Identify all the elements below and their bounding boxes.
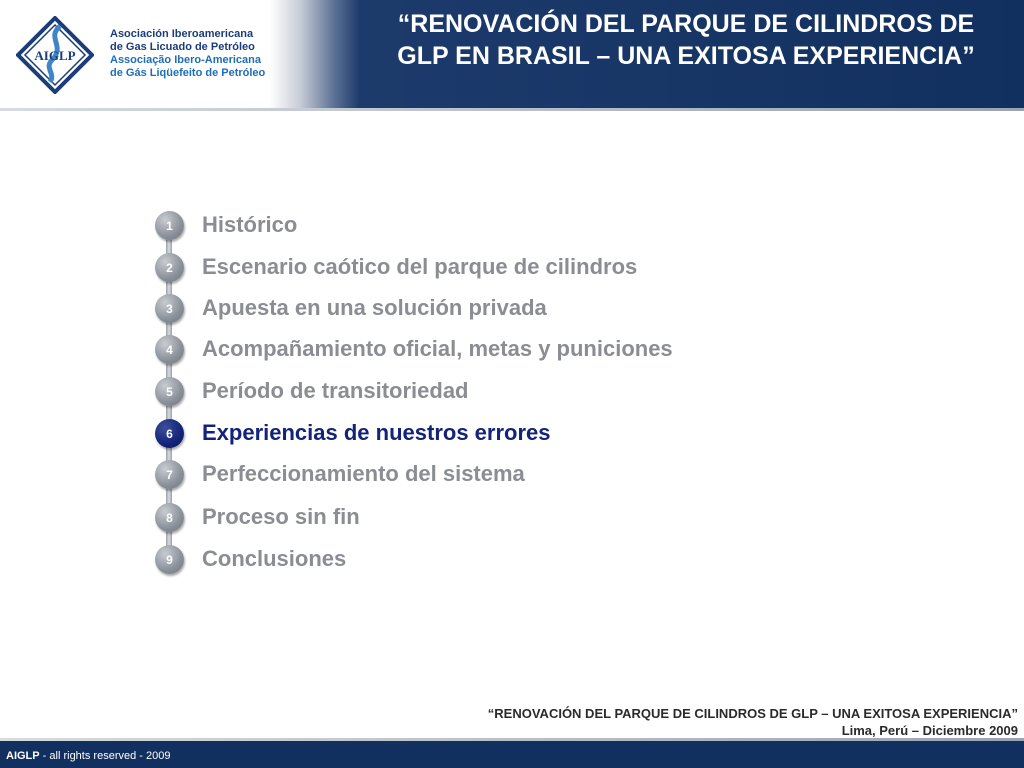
- agenda-item-6-active[interactable]: [153, 417, 853, 451]
- slide-title-line2: GLP EN BRASIL – UNA EXITOSA EXPERIENCIA”: [397, 42, 975, 70]
- agenda-item-3[interactable]: [153, 292, 853, 326]
- logo-pt-line1: Associação Ibero-Americana: [110, 54, 262, 66]
- agenda-item-7[interactable]: [153, 458, 853, 492]
- footer-copyright: [6, 750, 170, 762]
- agenda-number-badge-active: 6: [155, 419, 184, 448]
- agenda-item-1[interactable]: [153, 209, 853, 243]
- agenda-number-badge: 9: [155, 545, 184, 574]
- agenda-item-8[interactable]: [153, 501, 853, 535]
- agenda-number-badge: 8: [155, 503, 184, 532]
- logo-text: [110, 28, 265, 80]
- aiglp-logo-mark: [16, 16, 94, 94]
- logo-pt-line2: de Gás Liqüefeito de Petróleo: [110, 67, 266, 79]
- agenda-list: [153, 207, 853, 582]
- footer-rights: - all rights reserved - 2009: [39, 750, 171, 762]
- agenda-item-label: Perfeccionamiento del sistema: [202, 461, 525, 486]
- footer-presentation-info: [488, 705, 1018, 739]
- footer-title: “RENOVACIÓN DEL PARQUE DE CILINDROS DE GLP – UNA EXITOSA EXPERIENCIA”: [487, 706, 1018, 721]
- agenda-number-badge: 2: [155, 253, 184, 282]
- agenda-number-badge: 5: [155, 377, 184, 406]
- agenda-item-4[interactable]: [153, 333, 853, 367]
- slide-title: [352, 8, 1020, 72]
- agenda-item-label: Apuesta en una solución privada: [202, 295, 547, 320]
- header-band: [0, 0, 1024, 108]
- agenda-number-badge: 7: [155, 460, 184, 489]
- agenda-item-label: Período de transitoriedad: [202, 378, 469, 403]
- footer-brand: AIGLP: [6, 750, 40, 762]
- agenda-item-2[interactable]: [153, 251, 853, 285]
- logo-es-line1: Asociación Iberoamericana: [110, 28, 254, 40]
- header-divider: [0, 108, 1024, 111]
- agenda-item-label-active: Experiencias de nuestros errores: [202, 420, 551, 445]
- agenda-item-label: Acompañamiento oficial, metas y puniciones: [202, 336, 673, 361]
- agenda-number-badge: 1: [155, 211, 184, 240]
- logo-es-line2: de Gas Licuado de Petróleo: [110, 41, 255, 53]
- agenda-item-label: Escenario caótico del parque de cilindros: [202, 254, 638, 279]
- agenda-item-label: Proceso sin fin: [202, 504, 360, 529]
- agenda-number-badge: 4: [155, 335, 184, 364]
- slide-title-line1: “RENOVACIÓN DEL PARQUE DE CILINDROS DE: [397, 10, 975, 38]
- agenda-item-label: Conclusiones: [202, 546, 347, 571]
- logo-mark-text: AIGLP: [34, 48, 76, 63]
- agenda-number-badge: 3: [155, 294, 184, 323]
- agenda-item-label: Histórico: [202, 212, 298, 237]
- aiglp-logo: [12, 12, 270, 98]
- agenda-item-9[interactable]: [153, 543, 853, 577]
- agenda-item-5[interactable]: [153, 375, 853, 409]
- footer-place-date: Lima, Perú – Diciembre 2009: [841, 723, 1018, 738]
